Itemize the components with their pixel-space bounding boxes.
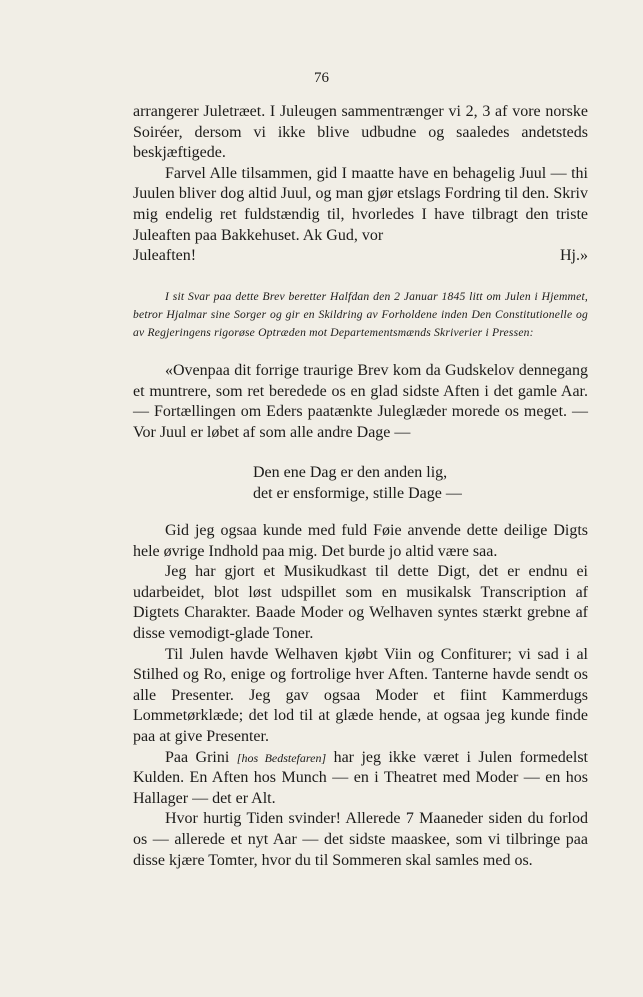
text-span: Paa Grini bbox=[165, 748, 230, 766]
paragraph: «Ovenpaa dit forrige traurige Brev kom da Gudskelov dennegang et muntrere, som ret beredede os en glad sidste Aften i det gamle Aar. — Fortællingen om Eders paatænkte Juleglæder morede os meget. — Vor Juul er løbet af som alle andre Dage — bbox=[133, 362, 588, 441]
poem-line: Den ene Dag er den anden lig, bbox=[253, 464, 448, 481]
letter-intro bbox=[133, 361, 588, 443]
paragraph: Jeg har gjort et Musikudkast til dette Digt, det er endnu ei udarbeidet, blot løst udspillet som en musikalsk Transcription af Digtets Charakter. Baade Moder og Welhaven syntes stærkt grebne af disse vemodigt-glade Toner. bbox=[133, 563, 588, 642]
paragraph: Gid jeg ogsaa kunde med fuld Føie anvende dette deilige Digts hele øvrige Indhold paa mig. Det burde jo altid være saa. bbox=[133, 522, 588, 560]
closing-left: Juleaften! bbox=[133, 247, 197, 265]
paragraph: Hvor hurtig Tiden svinder! Allerede 7 Maaneder siden du forlod os — allerede et nyt Aar — det sidste maaskee, som vi tilbringe paa disse kjære Tomter, hvor du til Sommeren skal samles med os. bbox=[133, 810, 588, 869]
poem-quote bbox=[253, 462, 462, 504]
text-span: har jeg ikke været i Julen formedelst Kulden. En Aften hos Munch — en i Theatret med Moder — en hos Hallager — det er Alt. bbox=[133, 748, 588, 807]
editorial-insert: [hos Bedstefaren] bbox=[236, 750, 327, 765]
poem-line: det er ensformige, stille Dage — bbox=[253, 485, 462, 502]
letter-body bbox=[133, 521, 588, 871]
closing-line bbox=[133, 246, 588, 267]
page-number: 76 bbox=[314, 70, 329, 86]
editor-note: I sit Svar paa dette Brev beretter Halfdan den 2 Januar 1845 litt om Julen i Hjemmet, betror Hjalmar sine Sorger og gir en Skildring av Forholdene inden Den Constitutionelle og av Regjeringens rigorøse Optræden mot Departementsmænds Skriverier i Pressen: bbox=[133, 290, 588, 339]
paragraph bbox=[133, 748, 588, 810]
paragraph: Til Julen havde Welhaven kjøbt Viin og Confiturer; vi sad i al Stilhed og Ro, enige og fortrolige hver Aften. Tanterne havde sendt os alle Presenter. Jeg gav ogsaa Moder et fiint Kammerdugs Lommetørklæde; det lod til at glæde hende, at ogsaa jeg kunde finde paa at give Presenter. bbox=[133, 645, 588, 745]
paragraph: Farvel Alle tilsammen, gid I maatte have en behagelig Juul — thi Juulen bliver dog altid Juul, og man gjør etslags Fordring til den. Skriv mig endelig ret fuldstændig til, hvorledes I have tilbragt den triste Juleaften paa Bakkehuset. Ak Gud, vor bbox=[133, 164, 588, 244]
paragraph: arrangerer Juletræet. I Juleugen sammentrænger vi 2, 3 af vore norske Soiréer, dersom vi ikke blive udbudne og saaledes andetsteds beskjæftigede. bbox=[133, 103, 588, 162]
opening-text bbox=[133, 102, 588, 267]
signature: Hj.» bbox=[560, 247, 588, 265]
